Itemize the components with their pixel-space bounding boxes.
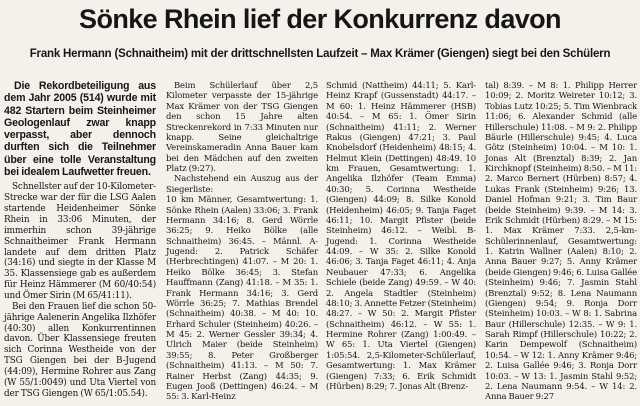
article-column-4 — [485, 80, 637, 402]
article-column-2 — [166, 80, 318, 402]
body-paragraph: Schnellster auf der 10-Kilometer-Strecke war der für die LSG Aalen startende Heidenheimer Sönke Rhein in 33:06 Minuten, der immerhin schon 39-jährige Schnaitheimer Frank Hermann landete auf dem dritten Platz (34:16) und siegte in der Klasse M 35. Klassensiege gab es außerdem für Heinz Hämmerer (M 60/40:54) und Ömer Sirin (M 65/41:11). — [4, 182, 156, 301]
headline: Sönke Rhein lief der Konkurrenz davon — [79, 4, 561, 34]
lead-text: Die Rekordbeteiligung aus dem Jahr 2005 (514) wurde mit 482 Startern beim Steinheimer Geologenlauf zwar knapp verpasst, aber dennoch durften sich die Teilnehmer über eine tolle Veranstaltung bei idealem Laufwetter freuen. — [4, 80, 156, 179]
body-paragraph: Nachstehend ein Auszug aus der Siegerliste: — [166, 173, 318, 194]
article-column-3 — [326, 80, 476, 391]
body-paragraph: Beim Schülerlauf über 2,5 Kilometer verpasste der 15-jährige Max Krämer von der TSG Giengen den schon 15 Jahre alten Streckenrekord in 7:33 Minuten nur knapp. Seine gleichaltrige Vereinskameradin Anna Bauer kam bei den Mädchen auf den zweiten Platz (9:27). — [166, 80, 318, 173]
lead-paragraph — [4, 80, 156, 178]
article-column-1 — [4, 80, 156, 400]
results-list: 10 km Männer, Gesamtwertung: 1. Sönke Rhein (Aalen) 33:06; 3. Frank Hermann 34:16; 8. Gerd Wörrle 36:25; 9. Heiko Bölke (alle Schnaitheim) 36:45. – Männl. A-Jugend: 2. Patrick Schäfer (Herbrechtingen) 41:07. – M 20: 1. Heiko Bölke 36:45; 3. Stefan Hauffmann (Zang) 41:18. – M 35: 1. Frank Hermann 34:16; 3. Gerd Wörrle 36:25; 7. Mathias Brendel (Schnaitheim) 40:38. – M 40: 10. Erhard Schuler (Steinheim) 40:26. – M 45: 2. Werner Gessler 39:34; 4. Ulrich Maier (beide Steinheim) 39:55; 8. Peter Großberger (Schnaitheim) 41:13. – M 50: 7. Rainer Herbst (Zang) 44:35; 9. Eugen Jooß (Dettingen) 46:24. – M 55: 3. Karl-Heinz — [166, 194, 318, 402]
results-list: tal) 8:39. – M 8: 1. Philipp Herrer 10:09; 2. Moritz Weireter 10:12; 3. Tobias Lutz 10:25; 5. Tim Wienbrack 11:06; 6. Alexander Schmid (alle Hillerschule) 11:08. – M 9: 2. Philipp Bäurle (Hillerschule) 9:45; 4. Luca Götz (Steinheim) 10:04. – M 10: 1. Jonas Alt (Brenztal) 8:39; 2. Jan Kirchknopf (Steinheim) 8:50. – M 11: 2. Marco Bernert (Hürben) 8:57; 4. Lukas Frank (Steinheim) 9:26; 13. Daniel Hofman 9:21; 3. Tim Baur (beide Steinheim) 9:39. – M 14: 3. Erik Schmidt (Hürben) 8:29. – M 15: 1. Max Krämer 7:33. 2,5-km-Schülerinnenlauf, Gesamtwertung: 1. Katrin Wallner (Aalen) 8:10; 2. Anna Bauer 9:27; 5. Anny Krämer (beide Giengen) 9:46; 6. Luisa Gallée (Steinheim) 9:46; 7. Jasmin Stahl (Brenztal) 9:52; 8. Lena Naumann (Giengen) 9:54; 9. Ronja Dorr (Steinheim) 10:03. – W 8: 1. Sabrina Baur (Hillerschule) 12:35. – W 9: 1. Sarah Rimpf (Hillerschule) 10:22; 2. Karin Dempewolf (Schnaitheim) 10:54. – W 12: 1. Anny Krämer 9:46; 2. Luisa Gallée 9:46; 3. Ronja Dorr 10:03. – W 13: 1. Jasmin Stahl 9:52; 2. Lena Naumann 9:54. – W 14: 2. Anna Bauer 9:27 — [485, 80, 637, 402]
results-list: Schmid (Nattheim) 44:11; 5. Karl-Heinz Krapf (Gussenstadt) 44:17. – M 60: 1. Heinz Hämmerer (HSB) 40:54. – M 65: 1. Ömer Sirin (Schnaitheim) 41:11; 2. Werner Rakus (Giengen) 47:21; 3. Paul Knobelsdorf (Heidenheim) 48:15; 4. Helmut Klein (Dettingen) 48:49. 10 km Frauen, Gesamtwertung: 1. Angelika Ilzhöfer (Team Emma) 40:30; 5. Corinna Westheide (Giengen) 44:09; 8. Silke Konold (Heidenheim) 46:05; 9. Tanja Faget 46:11; 10. Margit Pfister (beide Steinheim) 46:12. – Weibl. B-Jugend: 1. Corinna Westheide 44:09. – W 35: 2. Silke Konold 46:06; 3. Tanja Faget 46:11; 4. Anja Neubauer 47:33; 6. Angelika Schiele (beide Zang) 49:59. – W 40: 2. Angela Stadtler (Steinheim) 48:10; 3. Annette Fetzer (Steinheim) 48:27. – W 50: 2. Margit Pfister (Schnaitheim) 46:12. – W 55: 1. Hermine Rohrer (Zang) 1:00:49. – W 65: 1. Uta Viertel (Giengen) 1:05:54. 2,5-Kilometer-Schülerlauf, Gesamtwertung: 1. Max Krämer (Giengen) 7:33; 6. Erik Schmidt (Hürben) 8:29; 7. Jonas Alt (Brenz- — [326, 80, 476, 391]
body-paragraph: Bei den Frauen lief die schon 50-jährige Aalenerin Angelika Ilzhöfer (40:30) allen Konkurrentinnen davon. Über Klassensiege freuten sich Corinna Westheide von der TSG Giengen bei der B-Jugend (44:09), Hermine Rohrer aus Zang (W 55/1:0049) und Uta Viertel von der TSG Giengen (W 65/1:05.54). — [4, 301, 156, 399]
subheadline: Frank Hermann (Schnaitheim) mit der drittschnellsten Laufzeit – Max Krämer (Giengen) siegt bei den Schülern — [29, 48, 611, 60]
